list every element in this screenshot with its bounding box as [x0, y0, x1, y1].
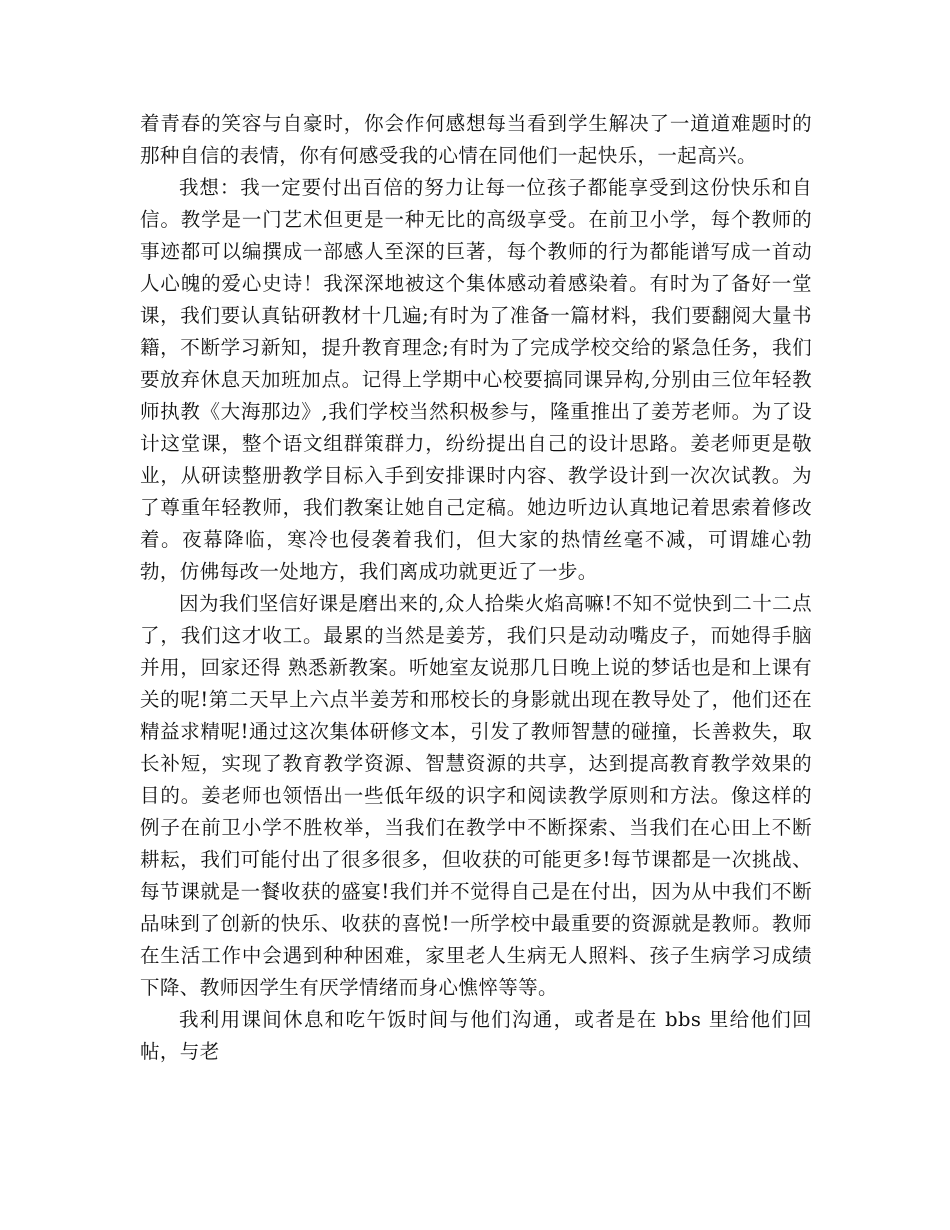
paragraph-4: 我利用课间休息和吃午饭时间与他们沟通，或者是在 bbs 里给他们回帖，与老 — [140, 1008, 812, 1063]
paragraph-3: 因为我们坚信好课是磨出来的,众人拾柴火焰高嘛!不知不觉快到二十二点了，我们这才收工。最累的当然是姜芳，我们只是动动嘴皮子，而她得手脑并用，回家还得 熟悉新教案。听她室友说那几日晚上说的梦话也是和上课有关的呢!第二天早上六点半姜芳和邢校长的身影就出现在教导处了，他们还在精益求精呢!通过这次集体研修文本，引发了教师智慧的碰撞，长善救失，取长补短，实现了教育教学资源、智慧资源的共享，达到提高教育教学效果的目的。姜老师也领悟出一些低年级的识字和阅读教学原则和方法。像这样的例子在前卫小学不胜枚举，当我们在教学中不断探索、当我们在心田上不断耕耘，我们可能付出了很多很多，但收获的可能更多!每节课都是一次挑战、每节课就是一餐收获的盛宴!我们并不觉得自己是在付出，因为从中我们不断品味到了创新的快乐、收获的喜悦!一所学校中最重要的资源就是教师。教师在生活工作中会遇到种种困难，家里老人生病无人照料、孩子生病学习成绩下降、教师因学生有厌学情绪而身心憔悴等等。 — [140, 592, 812, 999]
paragraph-2: 我想：我一定要付出百倍的努力让每一位孩子都能享受到这份快乐和自信。教学是一门艺术但更是一种无比的高级享受。在前卫小学，每个教师的事迹都可以编撰成一部感人至深的巨著，每个教师的行为都能谱写成一首动人心魄的爱心史诗！我深深地被这个集体感动着感染着。有时为了备好一堂课，我们要认真钻研教材十几遍;有时为了准备一篇材料，我们要翻阅大量书籍，不断学习新知，提升教育理念;有时为了完成学校交给的紧急任务，我们要放弃休息天加班加点。记得上学期中心校要搞同课异构,分别由三位年轻教师执教《大海那边》,我们学校当然积极参与，隆重推出了姜芳老师。为了设计这堂课，整个语文组群策群力，纷纷提出自己的设计思路。姜老师更是敬业，从研读整册教学目标入手到安排课时内容、教学设计到一次次试教。为了尊重年轻教师，我们教案让她自己定稿。她边听边认真地记着思索着修改着。夜幕降临，寒冷也侵袭着我们，但大家的热情丝毫不减，可谓雄心勃勃，仿佛每改一处地方，我们离成功就更近了一步。 — [140, 176, 812, 583]
paragraph-1: 着青春的笑容与自豪时，你会作何感想每当看到学生解决了一道道难题时的那种自信的表情，你有何感受我的心情在同他们一起快乐，一起高兴。 — [140, 112, 812, 167]
document-body — [140, 108, 812, 1068]
